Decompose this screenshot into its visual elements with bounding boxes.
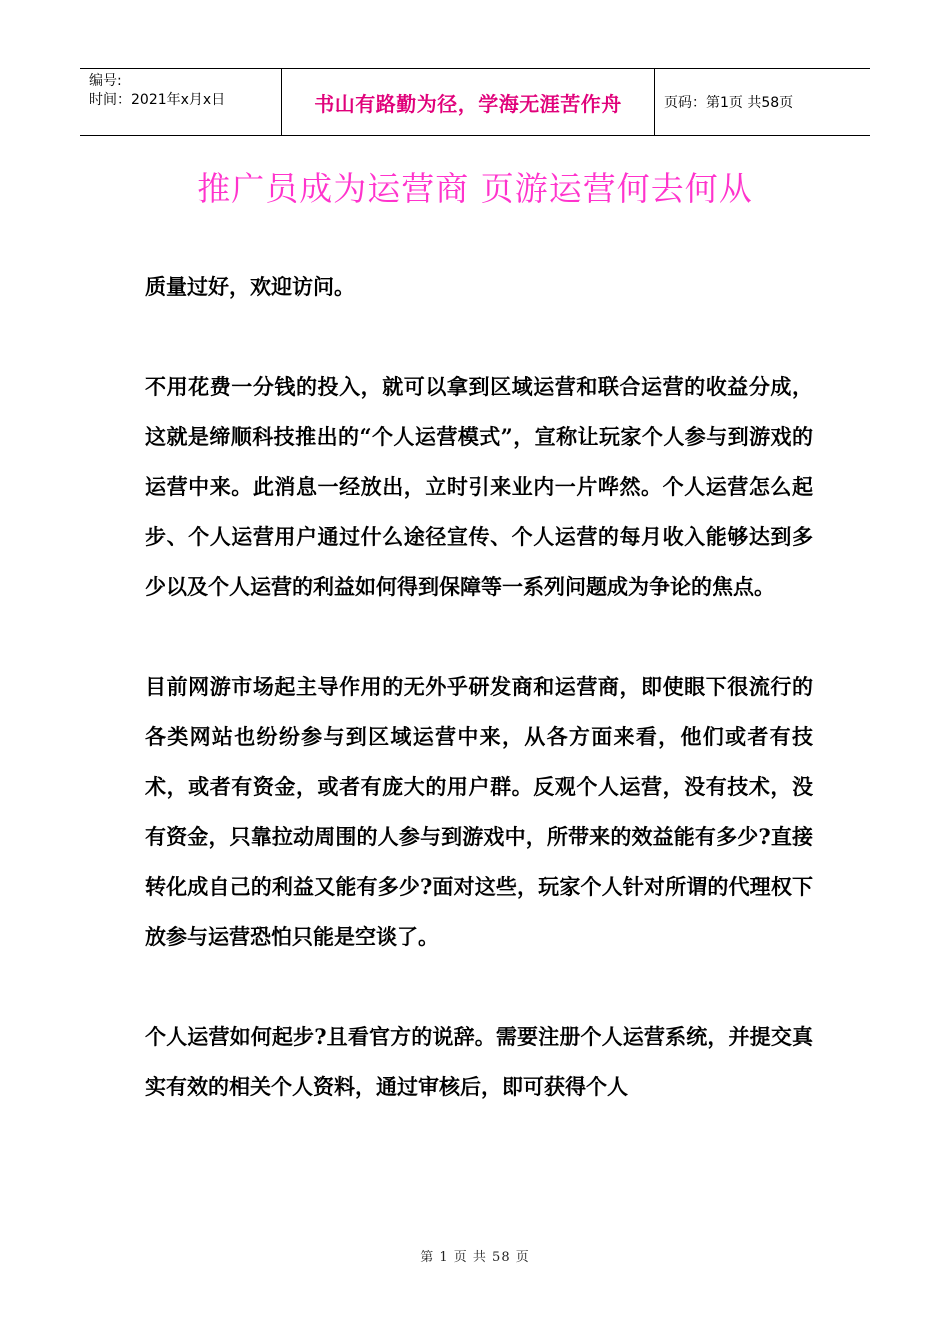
paragraph: 质量过好，欢迎访问。 <box>145 274 355 299</box>
document-date-label: 时间：2021年x月x日 <box>89 92 226 108</box>
header-motto-cell <box>282 69 655 135</box>
document-title: 推广员成为运营商 页游运营何去何从 <box>197 169 753 208</box>
document-body <box>145 262 813 1162</box>
header-page-label: 页码：第1页 共58页 <box>664 95 794 111</box>
paragraph: 不用花费一分钱的投入，就可以拿到区域运营和联合运营的收益分成，这就是缔顺科技推出的“个人运营模式”，宣称让玩家个人参与到游戏的运营中来。此消息一经放出，立时引来业内一片哗然。个人运营怎么起步、个人运营用户通过什么途径宣传、个人运营的每月收入能够达到多少以及个人运营的利益如何得到保障等一系列问题成为争论的焦点。 <box>145 374 813 599</box>
paragraph: 目前网游市场起主导作用的无外乎研发商和运营商，即使眼下很流行的各类网站也纷纷参与到区域运营中来，从各方面来看，他们或者有技术，或者有资金，或者有庞大的用户群。反观个人运营，没有技术，没有资金，只靠拉动周围的人参与到游戏中，所带来的效益能有多少?直接转化成自己的利益又能有多少?面对这些，玩家个人针对所谓的代理权下放参与运营恐怕只能是空谈了。 <box>145 674 813 949</box>
header-page-cell <box>655 69 870 135</box>
page-footer: 第 1 页 共 58 页 <box>420 1250 530 1265</box>
paragraph: 个人运营如何起步?且看官方的说辞。需要注册个人运营系统，并提交真实有效的相关个人资料，通过审核后，即可获得个人 <box>145 1024 813 1099</box>
header-meta-cell <box>80 69 282 135</box>
document-number-label: 编号: <box>89 73 122 89</box>
header-motto: 书山有路勤为径，学海无涯苦作舟 <box>314 91 622 116</box>
document-header-table <box>80 68 870 136</box>
